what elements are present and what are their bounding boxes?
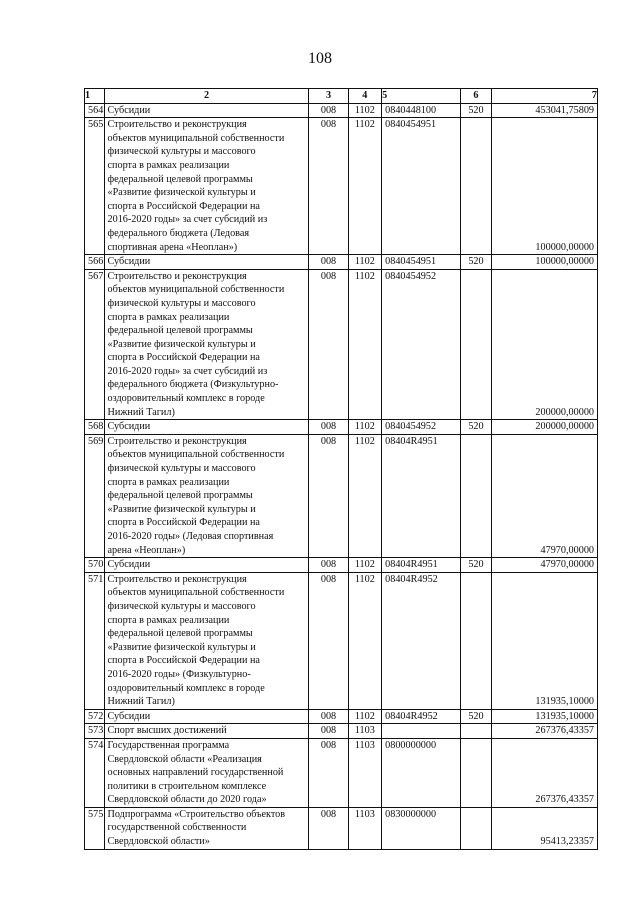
table-header (85, 89, 598, 104)
table-row (85, 420, 598, 435)
row-ministry-code: 008 (309, 709, 348, 724)
row-section-code: 1103 (348, 807, 382, 849)
row-ministry-code: 008 (309, 420, 348, 435)
row-expense-type: 520 (461, 255, 491, 270)
table-row (85, 738, 598, 807)
row-name: Спорт высших достижений (104, 724, 309, 739)
row-amount: 267376,43357 (491, 724, 597, 739)
row-ministry-code: 008 (309, 118, 348, 255)
row-ministry-code: 008 (309, 255, 348, 270)
row-name: Строительство и реконструкция объектов муниципальной собственности физической культуры и массового спорта в рамках реализации федеральной целевой программы «Развитие физической культуры и спорта в Российской Федерации на 2016-2020 годы» за счет субсидий из федерального бюджета (Физкультурно- оздоровительный комплекс в городе Нижний Тагил) (104, 269, 309, 420)
row-number: 572 (85, 709, 105, 724)
row-number: 567 (85, 269, 105, 420)
row-ministry-code: 008 (309, 572, 348, 709)
row-section-code: 1102 (348, 558, 382, 573)
header-col-3: 3 (309, 89, 348, 104)
header-col-2: 2 (104, 89, 309, 104)
row-expense-type (461, 724, 491, 739)
row-section-code: 1102 (348, 434, 382, 557)
header-row (85, 89, 598, 104)
row-name: Субсидии (104, 558, 309, 573)
table-row (85, 724, 598, 739)
row-expense-type: 520 (461, 420, 491, 435)
row-number: 571 (85, 572, 105, 709)
row-ministry-code: 008 (309, 807, 348, 849)
row-expense-type (461, 572, 491, 709)
row-target-code: 0840454952 (382, 420, 461, 435)
row-section-code: 1102 (348, 709, 382, 724)
row-ministry-code: 008 (309, 269, 348, 420)
row-target-code: 0840454951 (382, 255, 461, 270)
row-section-code: 1102 (348, 420, 382, 435)
row-ministry-code: 008 (309, 558, 348, 573)
row-name: Строительство и реконструкция объектов муниципальной собственности физической культуры и массового спорта в рамках реализации федеральной целевой программы «Развитие физической культуры и спорта в Российской Федерации на 2016-2020 годы» за счет субсидий из федерального бюджета (Ледовая спортивная арена «Неоплан») (104, 118, 309, 255)
table-body (85, 103, 598, 849)
header-col-7: 7 (491, 89, 597, 104)
row-number: 564 (85, 103, 105, 118)
row-number: 573 (85, 724, 105, 739)
budget-table (84, 88, 598, 850)
row-name: Субсидии (104, 420, 309, 435)
table-row (85, 434, 598, 557)
row-amount: 453041,75809 (491, 103, 597, 118)
row-amount: 47970,00000 (491, 558, 597, 573)
row-name: Строительство и реконструкция объектов муниципальной собственности физической культуры и массового спорта в рамках реализации федеральной целевой программы «Развитие физической культуры и спорта в Российской Федерации на 2016-2020 годы» (Физкультурно- оздоровительный комплекс в городе Нижний Тагил) (104, 572, 309, 709)
row-amount: 95413,23357 (491, 807, 597, 849)
row-amount: 100000,00000 (491, 118, 597, 255)
table-row (85, 269, 598, 420)
row-number: 574 (85, 738, 105, 807)
row-ministry-code: 008 (309, 724, 348, 739)
row-name: Строительство и реконструкция объектов муниципальной собственности физической культуры и массового спорта в рамках реализации федеральной целевой программы «Развитие физической культуры и спорта в Российской Федерации на 2016-2020 годы» (Ледовая спортивная арена «Неоплан») (104, 434, 309, 557)
row-expense-type (461, 738, 491, 807)
row-name: Государственная программа Свердловской области «Реализация основных направлений государственной политики в строительном комплексе Свердловской области до 2020 года» (104, 738, 309, 807)
row-amount: 47970,00000 (491, 434, 597, 557)
row-amount: 131935,10000 (491, 572, 597, 709)
table-row (85, 572, 598, 709)
row-ministry-code: 008 (309, 103, 348, 118)
row-expense-type: 520 (461, 558, 491, 573)
row-number: 566 (85, 255, 105, 270)
row-target-code: 0840454952 (382, 269, 461, 420)
row-ministry-code: 008 (309, 738, 348, 807)
row-amount: 100000,00000 (491, 255, 597, 270)
row-expense-type (461, 118, 491, 255)
row-target-code: 0840448100 (382, 103, 461, 118)
row-name: Субсидии (104, 709, 309, 724)
row-section-code: 1103 (348, 738, 382, 807)
table-row (85, 118, 598, 255)
header-col-5: 5 (382, 89, 461, 104)
row-name: Субсидии (104, 255, 309, 270)
header-col-6: 6 (461, 89, 491, 104)
row-expense-type (461, 807, 491, 849)
row-section-code: 1102 (348, 103, 382, 118)
header-col-1: 1 (85, 89, 105, 104)
row-ministry-code: 008 (309, 434, 348, 557)
row-amount: 267376,43357 (491, 738, 597, 807)
row-section-code: 1102 (348, 118, 382, 255)
row-target-code: 08404R4952 (382, 709, 461, 724)
row-number: 569 (85, 434, 105, 557)
header-col-4: 4 (348, 89, 382, 104)
row-name: Субсидии (104, 103, 309, 118)
row-expense-type: 520 (461, 709, 491, 724)
table-row (85, 807, 598, 849)
row-number: 568 (85, 420, 105, 435)
table-row (85, 709, 598, 724)
row-section-code: 1103 (348, 724, 382, 739)
row-target-code: 0830000000 (382, 807, 461, 849)
row-expense-type (461, 434, 491, 557)
row-amount: 200000,00000 (491, 269, 597, 420)
row-expense-type: 520 (461, 103, 491, 118)
row-number: 565 (85, 118, 105, 255)
row-section-code: 1102 (348, 269, 382, 420)
table-row (85, 558, 598, 573)
row-section-code: 1102 (348, 255, 382, 270)
row-target-code: 0800000000 (382, 738, 461, 807)
row-section-code: 1102 (348, 572, 382, 709)
row-expense-type (461, 269, 491, 420)
table-row (85, 103, 598, 118)
row-amount: 131935,10000 (491, 709, 597, 724)
row-amount: 200000,00000 (491, 420, 597, 435)
row-name: Подпрограмма «Строительство объектов государственной собственности Свердловской области» (104, 807, 309, 849)
row-number: 575 (85, 807, 105, 849)
row-number: 570 (85, 558, 105, 573)
row-target-code: 08404R4952 (382, 572, 461, 709)
page-number: 108 (308, 50, 332, 67)
row-target-code: 0840454951 (382, 118, 461, 255)
row-target-code (382, 724, 461, 739)
row-target-code: 08404R4951 (382, 558, 461, 573)
table-row (85, 255, 598, 270)
row-target-code: 08404R4951 (382, 434, 461, 557)
